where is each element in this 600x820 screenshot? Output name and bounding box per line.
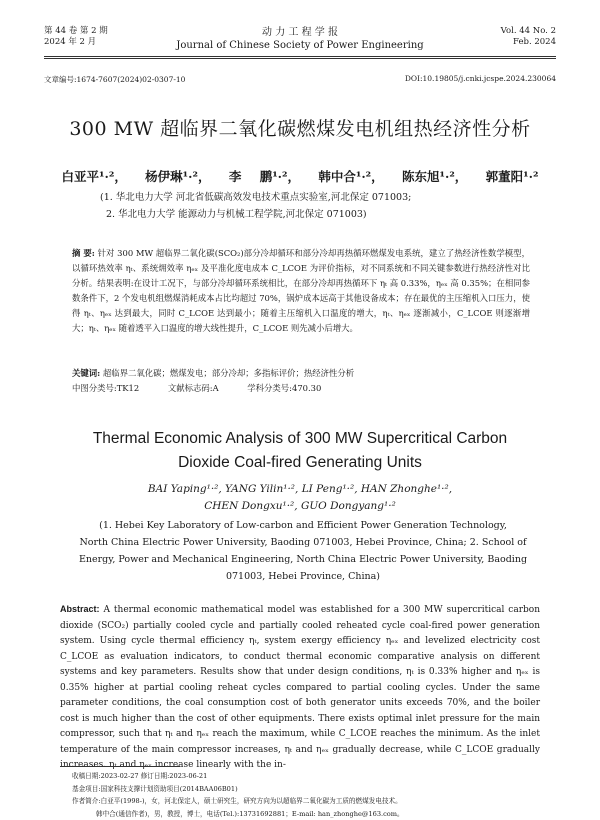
footnote-author-bio: 作者简介:白亚平(1998-)，女，河北保定人，硕士研究生，研究方向为以超临界二氧化碳为工质的燃煤发电技术。 <box>72 797 402 805</box>
affiliations-cn <box>100 189 520 223</box>
title-en-line-1: Thermal Economic Analysis of 300 MW Supercritical Carbon <box>92 430 508 447</box>
journal-name-en: Journal of Chinese Society of Power Engineering <box>176 40 424 51</box>
page-header <box>44 26 556 54</box>
footnotes <box>72 770 540 820</box>
keywords-cn <box>72 366 530 381</box>
header-rule-top <box>44 56 556 57</box>
affiliation-cn-1: (1. 华北电力大学 河北省低碳高效发电技术重点实验室,河北保定 071003; <box>100 192 412 203</box>
affiliations-en <box>72 517 534 585</box>
abstract-cn-text: 针对 300 MW 超临界二氧化碳(SCO₂)部分冷却循环和部分冷却再热循环燃煤发电系统，建立了热经济性数学模型，以循环热效率 ηₜ、系统㶲效率 ηₑₓ 及平准化度电成本 C_LCOE 为评价指标，对不同系统和不同关键参数进行热经济性对比分析。结果表明:在设计工况下，与部分冷却循环系统相比，在部分冷却再热循环下 ηₜ 高 0.33%，ηₑₓ 高 0.35%；在相同参数条件下，2 个发电机组燃煤消耗成本占比均超过 70%，锅炉成本远高于其他设备成本；存在最优的主压缩机入口压力，使得 ηₜ、ηₑₓ 达到最大，同时 C_LCOE 达到最小；随着主压缩机入口温度的增大，ηₜ、ηₑₓ 逐渐减小，C_LCOE 则逐渐增大；ηₜ、ηₑₓ 随着透平入口温度的增大线性提升，C_LCOE 则先减小后增大。 <box>72 248 530 333</box>
footnote-fund: 基金项目:国家科技支撑计划资助项目(2014BAA06B01) <box>72 784 238 793</box>
title-cn: 300 MW 超临界二氧化碳燃煤发电机组热经济性分析 <box>69 118 531 140</box>
header-issue-en <box>501 26 556 48</box>
keywords-cn-text: 超临界二氧化碳；燃煤发电；部分冷却；多指标评价；热经济性分析 <box>102 368 355 378</box>
header-rule-bottom <box>44 58 556 59</box>
article-meta <box>44 74 556 86</box>
abstract-cn <box>72 246 530 336</box>
header-volume-en: Vol. 44 No. 2 <box>500 26 556 36</box>
authors-cn: 白亚平¹·²， 杨伊琳¹·²， 李 鹏¹·²， 韩中合¹·²， 陈东旭¹·²， 郭董阳¹·² <box>61 169 539 184</box>
affiliation-en-line-3: Energy, Power and Mechanical Engineering, North China Electric Power University, Baoding <box>78 554 528 565</box>
classification <box>72 381 530 396</box>
affiliation-cn-2: 2. 华北电力大学 能源动力与机械工程学院,河北保定 071003) <box>106 209 367 220</box>
affiliation-en-line-2: North China Electric Power University, Baoding 071003, Hebei Province, China; 2. School of <box>79 537 527 548</box>
abstract-en-text: A thermal economic mathematical model was established for a 300 MW supercritical carbon dioxide (SCO₂) partially cooled cycle and partially cooled reheated cycle coal-fired power generation system. Using cycle thermal efficiency ηₜ, system exergy efficiency ηₑₓ and levelized electricity cost C_LCOE as evaluation indicators, to conduct thermal economic comparative analysis on different systems and key parameters. Results show that under design conditions, ηₜ is 0.33% higher and ηₑₓ is 0.35% higher at partial cooling reheat cycles compared to partial cooling cycles. Under the same parameter conditions, the coal consumption cost of both generator units exceeds 70%, and the boiler cost is much higher than the cost of other equipments. There exists optimal inlet pressure for the main compressor, such that ηₜ and ηₑₓ reach the maximum, while C_LCOE reaches the minimum. As the inlet temperature of the main compressor increases, ηₜ and ηₑₓ gradually decrease, while C_LCOE gradually increases. ηₜ and ηₑₓ increase linearly with the in- <box>60 605 540 770</box>
doi: DOI:10.19805/j.cnki.jcspe.2024.230064 <box>404 74 556 83</box>
header-date-en: Feb. 2024 <box>513 37 556 47</box>
title-en <box>44 427 556 475</box>
authors-en-line-2: CHEN Dongxu¹·², GUO Dongyang¹·² <box>204 500 396 512</box>
footnote-dates: 收稿日期:2023-02-27 修订日期:2023-06-21 <box>72 772 208 780</box>
footnote-corresponding: 韩中合(通信作者)，男，教授，博士，电话(Tel.):13731692881；E-mail: han_zhonghe@163.com。 <box>96 809 404 818</box>
abstract-en-label: Abstract: <box>60 604 100 614</box>
affiliation-en-line-4: 071003, Hebei Province, China) <box>225 571 381 582</box>
document-code: 文献标志码:A <box>167 383 219 393</box>
abstract-cn-label: 摘 要: <box>72 248 95 258</box>
keywords-cn-label: 关键词: <box>72 368 101 378</box>
subject-code: 学科分类号:470.30 <box>247 383 322 393</box>
footnote-rule <box>60 766 180 767</box>
authors-en-line-1: BAI Yaping¹·², YANG Yilin¹·², LI Peng¹·², HAN Zhonghe¹·², <box>147 483 453 495</box>
article-number: 文章编号:1674-7607(2024)02-0307-10 <box>44 75 186 84</box>
clc-number: 中图分类号:TK12 <box>72 383 140 393</box>
affiliation-en-line-1: (1. Hebei Key Laboratory of Low-carbon and Efficient Power Generation Technology, <box>99 520 507 531</box>
abstract-en <box>60 602 540 774</box>
journal-name-cn: 动 力 工 程 学 报 <box>262 27 338 38</box>
title-en-line-2: Dioxide Coal-fired Generating Units <box>178 454 422 471</box>
authors-en <box>44 481 556 515</box>
header-date: 2024 年 2 月 <box>44 37 97 47</box>
header-journal <box>44 26 556 52</box>
header-volume: 第 44 卷 第 2 期 <box>44 26 108 36</box>
